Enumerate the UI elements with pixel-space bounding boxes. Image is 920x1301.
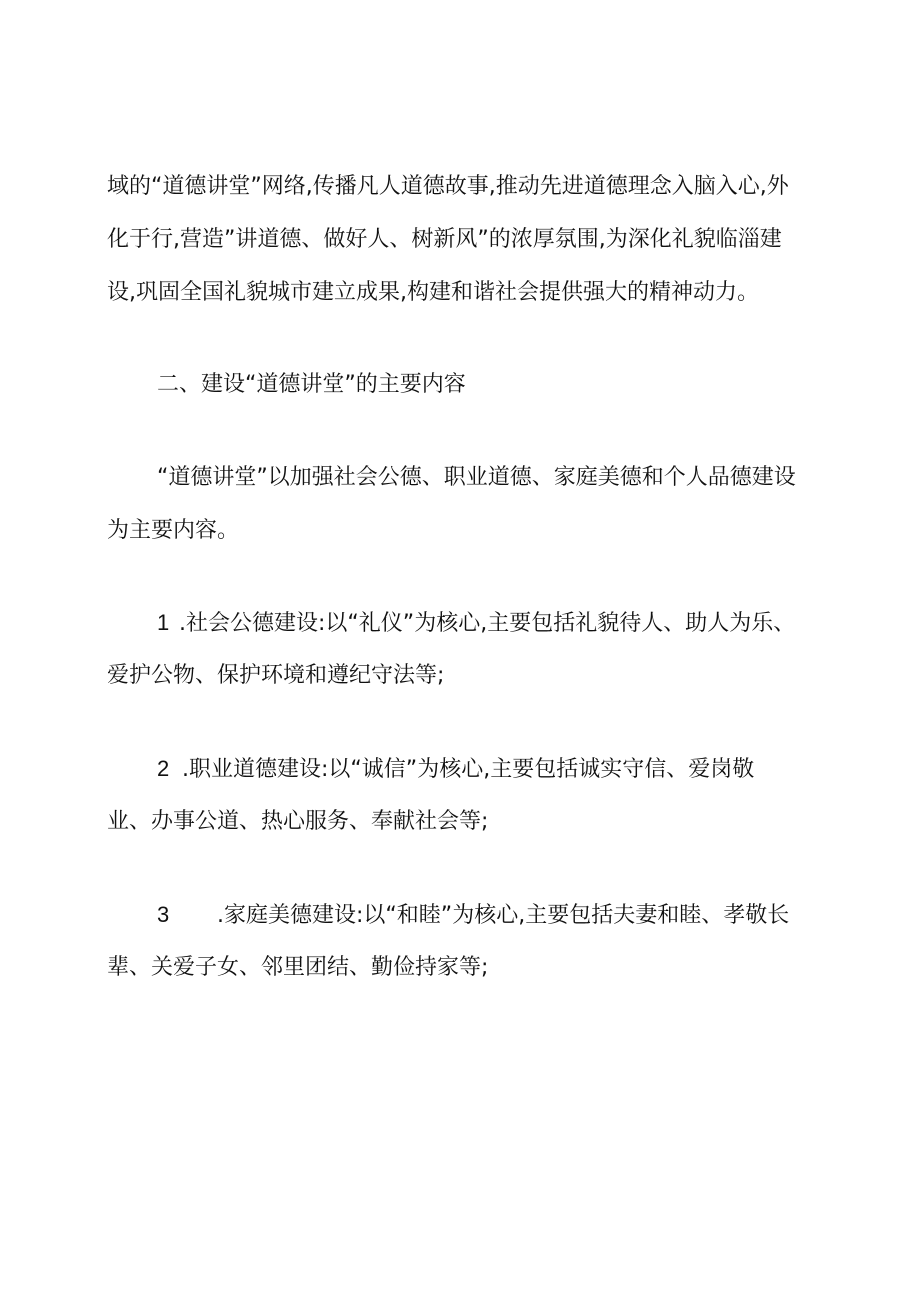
intro-paragraph bbox=[107, 160, 817, 319]
item-2-number: 2 bbox=[157, 756, 170, 781]
item-3-paragraph bbox=[107, 888, 817, 994]
item-1-paragraph bbox=[107, 596, 817, 702]
intro-line-2: 化于行,营造”讲道德、做好人、树新风”的浓厚氛围,为深化礼貌临淄建 bbox=[107, 227, 782, 252]
item-2-text-1: .职业道德建设:以“诚信”为核心,主要包括诚实守信、爱岗敬 bbox=[182, 757, 755, 782]
item-1-number: 1 bbox=[157, 610, 170, 635]
section-heading bbox=[107, 358, 817, 411]
intro-line-3: 设,巩固全国礼貌城市建立成果,构建和谐社会提供强大的精神动力。 bbox=[107, 280, 759, 305]
intro-line-1: 域的“道德讲堂”网络,传播凡人道德故事,推动先进道德理念入脑入心,外 bbox=[107, 174, 789, 199]
item-1-line-2: 爱护公物、保护环境和遵纪守法等; bbox=[107, 663, 445, 688]
section-heading-text: 二、建设“道德讲堂”的主要内容 bbox=[157, 372, 466, 397]
item-3-line-2: 辈、关爱子女、邻里团结、勤俭持家等; bbox=[107, 955, 489, 980]
summary-paragraph bbox=[107, 451, 817, 557]
summary-line-1: “道德讲堂”以加强社会公德、职业道德、家庭美德和个人品德建设 bbox=[157, 465, 796, 490]
item-2-line-2: 业、办事公道、热心服务、奉献社会等; bbox=[107, 809, 489, 834]
item-2-line-1 bbox=[107, 742, 817, 795]
item-3-text-1: .家庭美德建设:以“和睦”为核心,主要包括夫妻和睦、孝敬长 bbox=[217, 903, 790, 928]
item-1-line-1 bbox=[107, 596, 817, 649]
summary-line-2: 为主要内容。 bbox=[107, 518, 240, 543]
item-3-line-1 bbox=[107, 888, 817, 941]
item-3-number: 3 bbox=[157, 902, 170, 927]
item-1-text-1: .社会公德建设:以“礼仪”为核心,主要包括礼貌待人、助人为乐、 bbox=[179, 611, 796, 636]
item-2-paragraph bbox=[107, 742, 817, 848]
